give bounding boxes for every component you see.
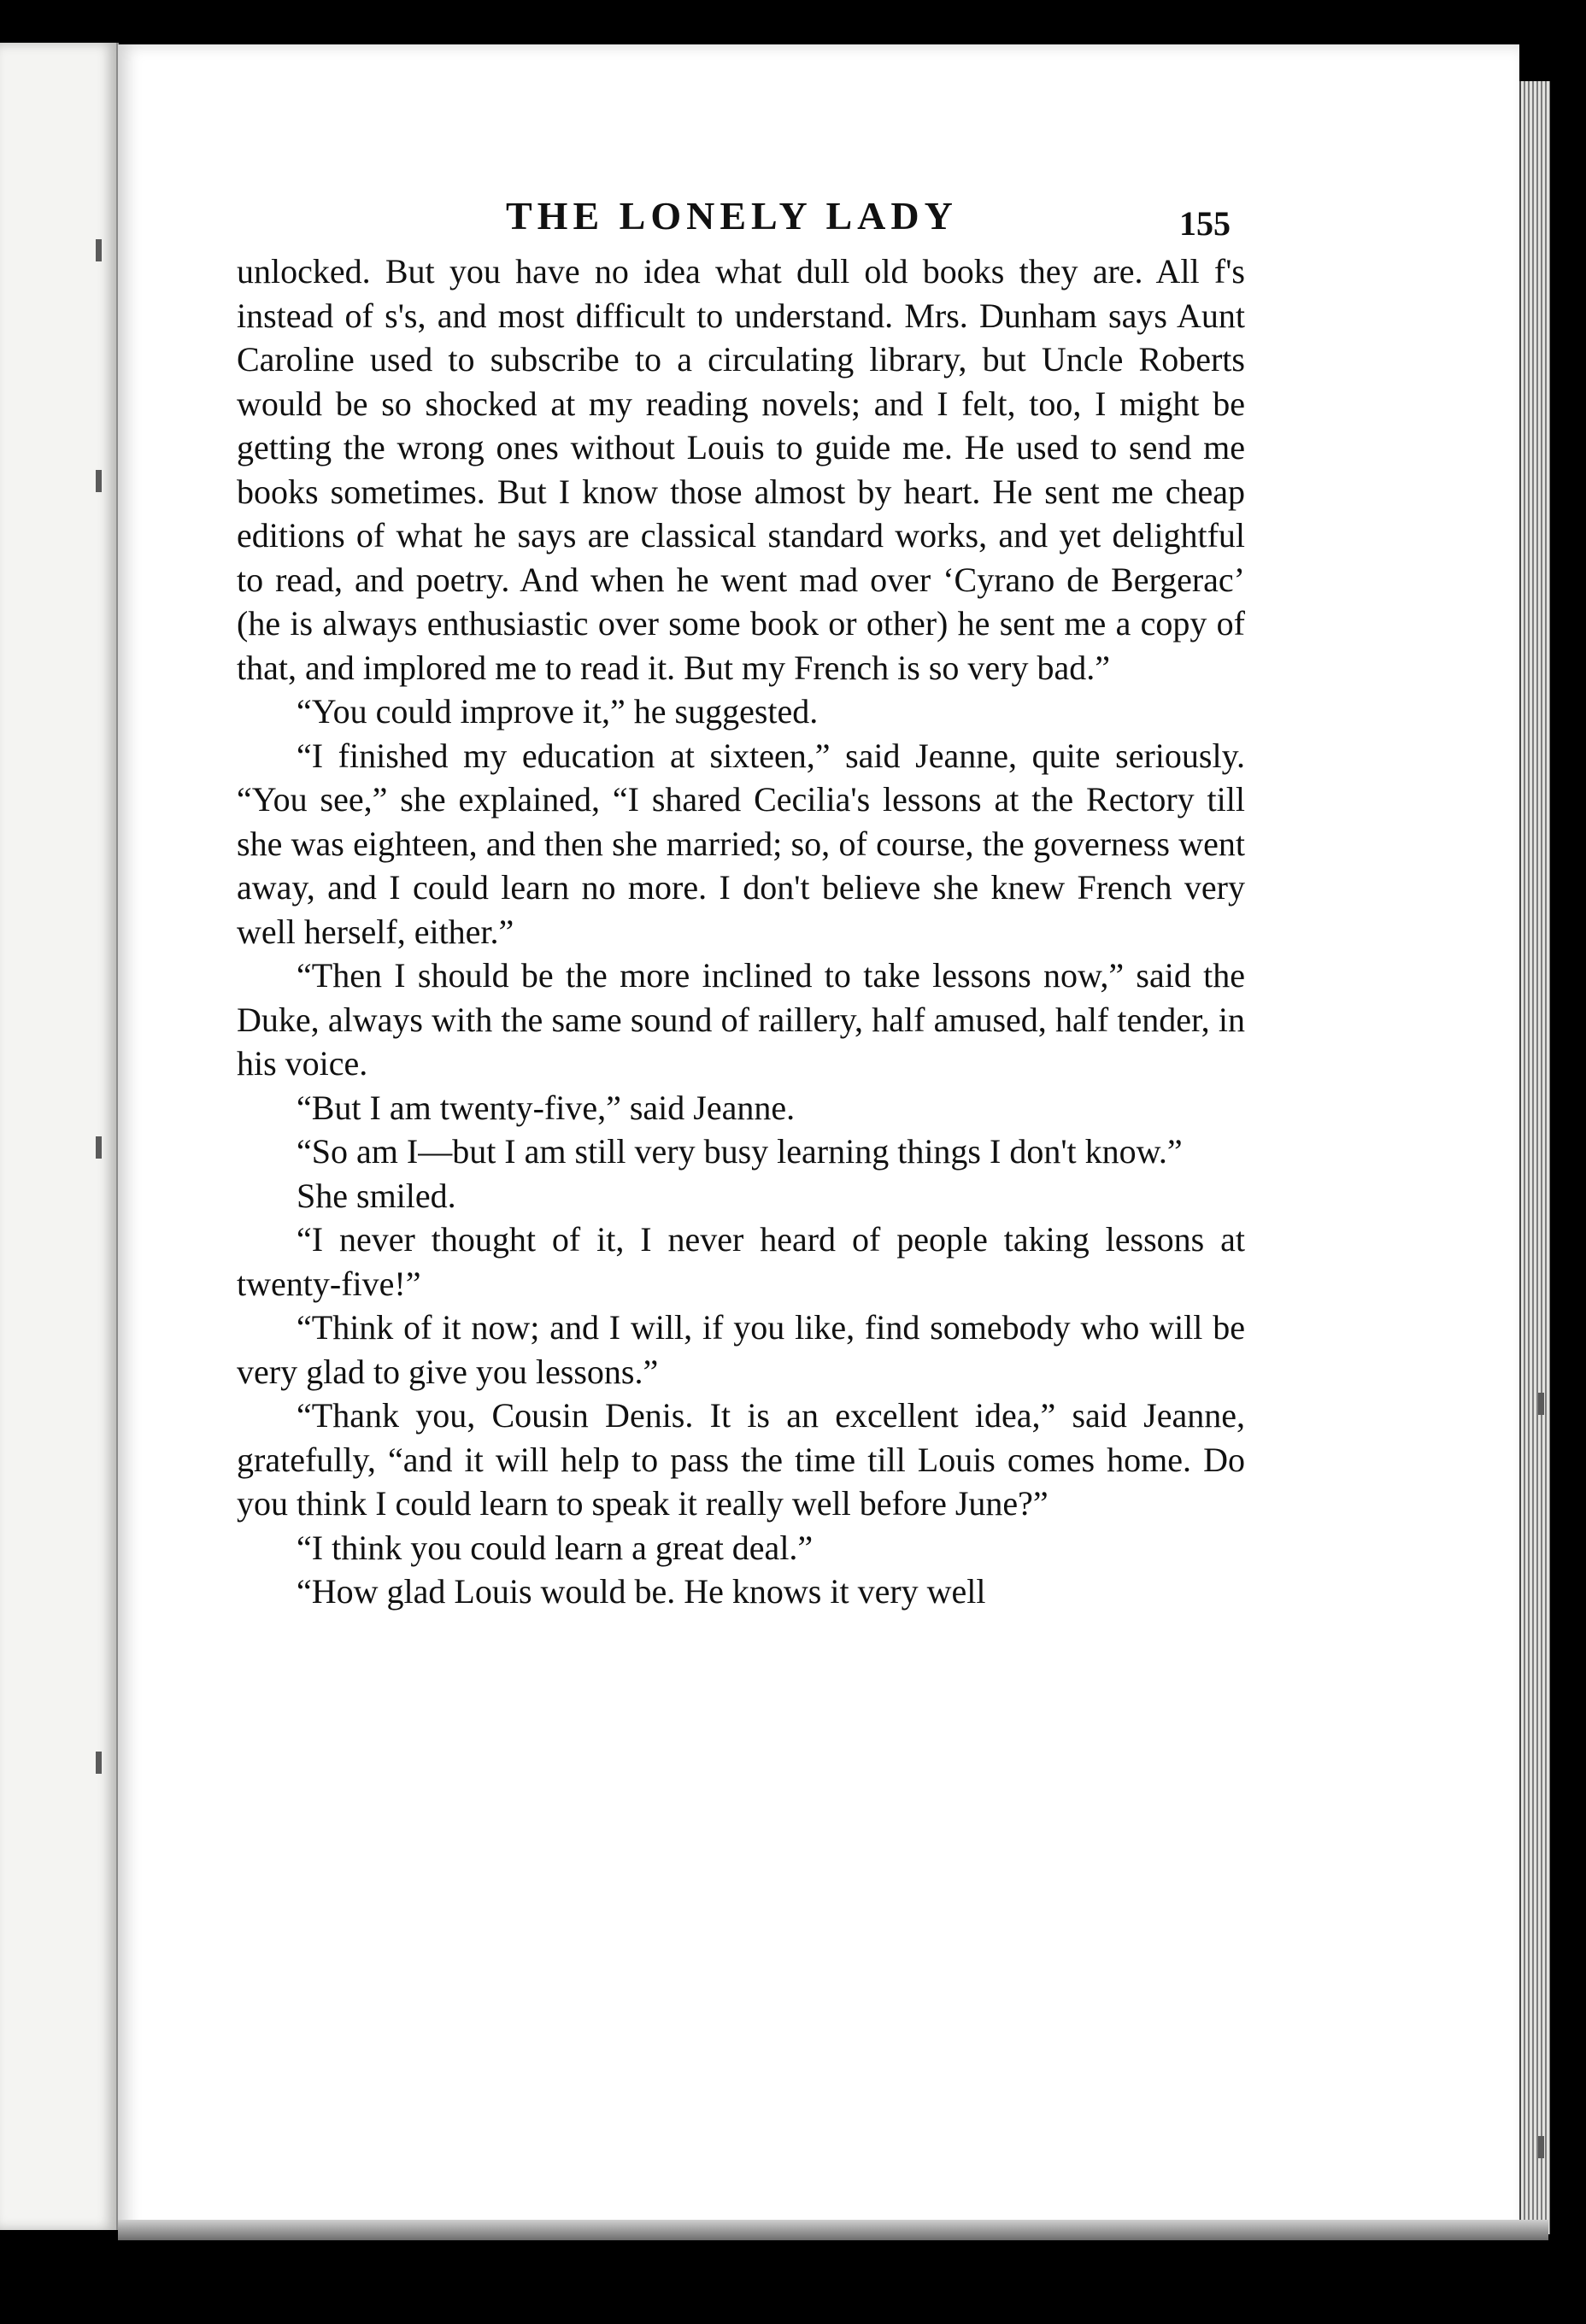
running-title: THE LONELY LADY xyxy=(506,194,958,238)
page-number: 155 xyxy=(1179,204,1231,243)
paragraph: “You could improve it,” he suggested. xyxy=(297,692,819,731)
paragraph: “But I am twenty-five,” said Jeanne. xyxy=(297,1088,796,1127)
paragraph: She smiled. xyxy=(297,1176,456,1215)
paragraph: “I think you could learn a great deal.” xyxy=(297,1528,814,1567)
paragraph: “Think of it now; and I will, if you like, find somebody who will be very glad to give you lessons.” xyxy=(237,1308,1245,1391)
page-fore-edge xyxy=(1519,81,1550,2234)
body-text xyxy=(237,249,1245,1614)
margin-mark xyxy=(96,239,102,261)
margin-mark xyxy=(96,1752,102,1774)
page-bottom-edge xyxy=(118,2220,1548,2240)
page-header xyxy=(237,188,1262,256)
paragraph: “How glad Louis would be. He knows it very well xyxy=(297,1572,986,1611)
paragraph: “Thank you, Cousin Denis. It is an excellent idea,” said Jeanne, gratefully, “and it will help to pass the time till Louis comes home. Do you think I could learn to speak it really well before June?” xyxy=(237,1396,1245,1523)
margin-mark xyxy=(1538,1393,1544,1415)
margin-mark xyxy=(96,470,102,492)
paragraph: “So am I—but I am still very busy learning things I don't know.” xyxy=(297,1132,1183,1171)
paragraph: “Then I should be the more inclined to take lessons now,” said the Duke, always with the same sound of raillery, half amused, half tender, in his voice. xyxy=(237,956,1245,1083)
paragraph: unlocked. But you have no idea what dull old books they are. All f's instead of s's, and most difficult to understand. Mrs. Dunham says Aunt Caroline used to subscribe to a circulating library, but Uncle Roberts would be so shocked at my reading novels; and I felt, too, I might be getting the wrong ones without Louis to guide me. He used to send me books sometimes. But I know those almost by heart. He sent me cheap editions of what he says are classical standard works, and yet delightful to read, and poetry. And when he went mad over ‘Cyrano de Bergerac’ (he is always enthusiastic over some book or other) he sent me a copy of that, and implored me to read it. But my French is so very bad.” xyxy=(237,252,1245,687)
paragraph: “I never thought of it, I never heard of people taking lessons at twenty-five!” xyxy=(237,1220,1245,1303)
margin-mark xyxy=(96,1136,102,1159)
margin-mark xyxy=(1538,2136,1544,2158)
paragraph: “I finished my education at sixteen,” said Jeanne, quite seriously. “You see,” she explained, “I shared Cecilia's lessons at the Rectory till she was eighteen, and then she married; so, of course, the governess went away, and I could learn no more. I don't believe she knew French very well herself, either.” xyxy=(237,736,1245,951)
